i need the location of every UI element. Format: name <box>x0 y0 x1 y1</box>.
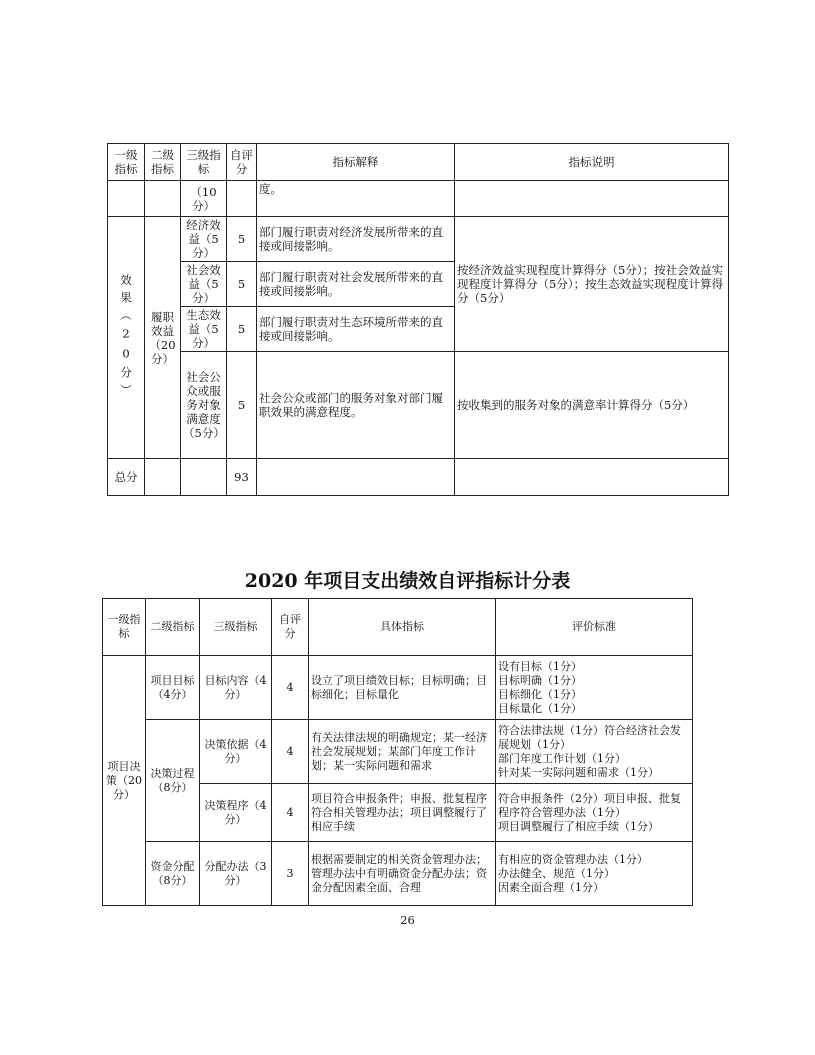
cell-score: 4 <box>272 784 309 842</box>
table-row <box>108 352 729 459</box>
header-cell: 一级指标 <box>103 599 146 656</box>
project-expenditure-table <box>102 598 693 906</box>
cell-l3: 社会公众或服务对象满意度（5分） <box>181 352 227 459</box>
table-header-row <box>103 599 693 656</box>
cell-l3: （10分） <box>181 181 227 217</box>
cell-l3: 分配办法（3分） <box>200 842 272 906</box>
cell-score: 5 <box>227 217 257 262</box>
header-cell: 二级指标 <box>145 144 181 181</box>
cell-l3: 经济效益（5分） <box>181 217 227 262</box>
std-line: 项目调整履行了相应手续（1分） <box>498 819 659 833</box>
cell-spec: 有关法律法规的明确规定；某一经济社会发展规划；某部门年度工作计划；某一实际问题和需求 <box>309 720 496 784</box>
header-cell: 指标说明 <box>455 144 729 181</box>
table-row <box>103 656 693 720</box>
cell-std <box>496 784 693 842</box>
std-line: 部门年度工作计划（1分） <box>498 751 626 765</box>
std-line: 因素全面合理（1分） <box>498 880 604 894</box>
header-cell: 评价标准 <box>496 599 693 656</box>
cell-explain: 社会公众或部门的服务对象对部门履职效果的满意程度。 <box>257 352 455 459</box>
benefit-note-cell: 按经济效益实现程度计算得分（5分）；按社会效益实现程度计算得分（5分）；按生态效益实现程度计算得分（5分） <box>455 217 729 352</box>
header-cell: 三级指标 <box>181 144 227 181</box>
std-line: 目标明确（1分） <box>498 673 582 687</box>
cell-std <box>496 842 693 906</box>
std-line: 目标量化（1分） <box>498 701 582 715</box>
cell-l3: 决策依据（4分） <box>200 720 272 784</box>
cell-explain: 部门履行职责对生态环境所带来的直接或间接影响。 <box>257 307 455 352</box>
cell-explain: 部门履行职责对经济发展所带来的直接或间接影响。 <box>257 217 455 262</box>
header-cell: 一级指标 <box>108 144 145 181</box>
cell-spec: 设立了项目绩效目标；目标明确；目标细化；目标量化 <box>309 656 496 720</box>
cell-explain: 部门履行职责对社会发展所带来的直接或间接影响。 <box>257 262 455 307</box>
std-line: 有相应的资金管理办法（1分） <box>498 852 648 866</box>
cell-spec: 根据需要制定的相关资金管理办法；管理办法中有明确资金分配办法；资金分配因素全面、合理 <box>309 842 496 906</box>
header-cell: 二级指标 <box>146 599 200 656</box>
std-line: 目标细化（1分） <box>498 687 582 701</box>
effect-level1-cell <box>108 217 145 459</box>
total-label: 总分 <box>108 459 145 496</box>
cell-std <box>496 656 693 720</box>
std-line: 符合法律法规（1分）符合经济社会发展规划（1分） <box>498 723 681 751</box>
section-title: 2020 年项目支出绩效自评指标计分表 <box>244 570 571 592</box>
header-cell: 具体指标 <box>309 599 496 656</box>
cell-l2: 资金分配（8分） <box>146 842 200 906</box>
cell-score: 5 <box>227 262 257 307</box>
total-row <box>108 459 729 496</box>
cell-l2: 决策过程（8分） <box>146 720 200 842</box>
decision-level1-cell: 项目决策（20分） <box>103 656 146 906</box>
cell-explain: 度。 <box>257 181 455 217</box>
cell-std <box>496 720 693 784</box>
effect-level1-label: 效果（20分） <box>119 273 133 402</box>
std-line: 设有目标（1分） <box>498 659 582 673</box>
cell-l3: 决策程序（4分） <box>200 784 272 842</box>
header-cell: 自评分 <box>272 599 309 656</box>
cell-spec: 项目符合申报条件；申报、批复程序符合相关管理办法；项目调整履行了相应手续 <box>309 784 496 842</box>
std-line: 符合申报条件（2分）项目申报、批复程序符合管理办法（1分） <box>498 791 681 819</box>
cell-score: 4 <box>272 656 309 720</box>
cell-score: 4 <box>272 720 309 784</box>
cell-score: 5 <box>227 307 257 352</box>
table-row <box>103 720 693 784</box>
cell-l3: 目标内容（4分） <box>200 656 272 720</box>
table-row <box>103 842 693 906</box>
cell-score: 5 <box>227 352 257 459</box>
total-score: 93 <box>227 459 257 496</box>
cell-l3: 生态效益（5分） <box>181 307 227 352</box>
cell-l2: 项目目标（4分） <box>146 656 200 720</box>
header-cell: 自评分 <box>227 144 257 181</box>
std-line: 办法健全、规范（1分） <box>498 866 615 880</box>
header-cell: 指标解释 <box>257 144 455 181</box>
indicator-table-continued <box>107 143 729 496</box>
table-row <box>108 217 729 262</box>
effect-level2-cell: 履职效益（20分） <box>145 217 181 459</box>
satisfaction-note-cell: 按收集到的服务对象的满意率计算得分（5分） <box>455 352 729 459</box>
header-cell: 三级指标 <box>200 599 272 656</box>
std-line: 针对某一实际问题和需求（1分） <box>498 765 659 779</box>
cell-score: 3 <box>272 842 309 906</box>
page-number: 26 <box>400 913 415 927</box>
table-header-row <box>108 144 729 181</box>
cell-l3: 社会效益（5分） <box>181 262 227 307</box>
table-row <box>108 181 729 217</box>
